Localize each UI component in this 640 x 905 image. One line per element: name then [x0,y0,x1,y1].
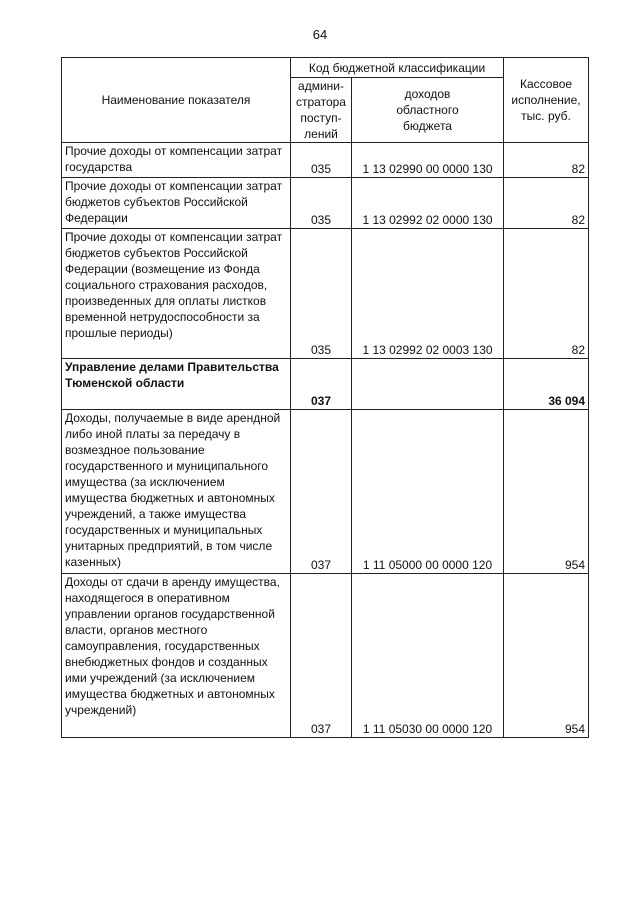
row-revenue-code: 1 13 02992 02 0000 130 [352,178,504,229]
table-row [62,574,589,738]
header-admin: админи- стратора поступ- лений [291,78,352,143]
row-amount: 82 [504,178,589,229]
header-name: Наименование показателя [62,58,291,143]
page-number: 64 [312,27,328,42]
row-amount: 954 [504,410,589,574]
table-row [62,229,589,359]
header-revenue: доходов областного бюджета [352,78,504,143]
row-admin-code: 035 [291,178,352,229]
row-admin-code: 037 [291,359,352,410]
table-row [62,359,589,410]
row-name: Доходы, получаемые в виде арендной либо иной платы за передачу в возмездное пользование государственного и муниципального имущества (за исключением имущества бюджетных и автономных учреждений, а также имущества государственных и муниципальных унитарных предприятий, в том числе казенных) [62,410,291,574]
header-classification: Код бюджетной классификации [291,58,504,78]
row-revenue-code [352,359,504,410]
header-execution: Кассовое исполнение, тыс. руб. [504,58,589,143]
row-admin-code: 037 [291,410,352,574]
row-admin-code: 037 [291,574,352,738]
row-name: Прочие доходы от компенсации затрат бюджетов субъектов Российской Федерации [62,178,291,229]
row-amount: 82 [504,229,589,359]
row-name: Доходы от сдачи в аренду имущества, находящегося в оперативном управлении органов государственной власти, органов местного самоуправления, государственных внебюджетных фондов и созданных ими учреждений (за исключением имущества бюджетных и автономных учреждений) [62,574,291,738]
table-row [62,410,589,574]
row-amount: 82 [504,143,589,178]
row-revenue-code: 1 11 05030 00 0000 120 [352,574,504,738]
row-revenue-code: 1 11 05000 00 0000 120 [352,410,504,574]
row-amount: 36 094 [504,359,589,410]
row-amount: 954 [504,574,589,738]
table-row [62,143,589,178]
row-name: Прочие доходы от компенсации затрат бюджетов субъектов Российской Федерации (возмещение из Фонда социального страхования расходов, произведенных для оплаты листков временной нетрудоспособности за прошлые периоды) [62,229,291,359]
row-revenue-code: 1 13 02990 00 0000 130 [352,143,504,178]
table-row [62,178,589,229]
row-admin-code: 035 [291,143,352,178]
row-revenue-code: 1 13 02992 02 0003 130 [352,229,504,359]
budget-table [61,57,589,738]
row-name: Прочие доходы от компенсации затрат государства [62,143,291,178]
row-admin-code: 035 [291,229,352,359]
row-name: Управление делами Правительства Тюменской области [62,359,291,410]
